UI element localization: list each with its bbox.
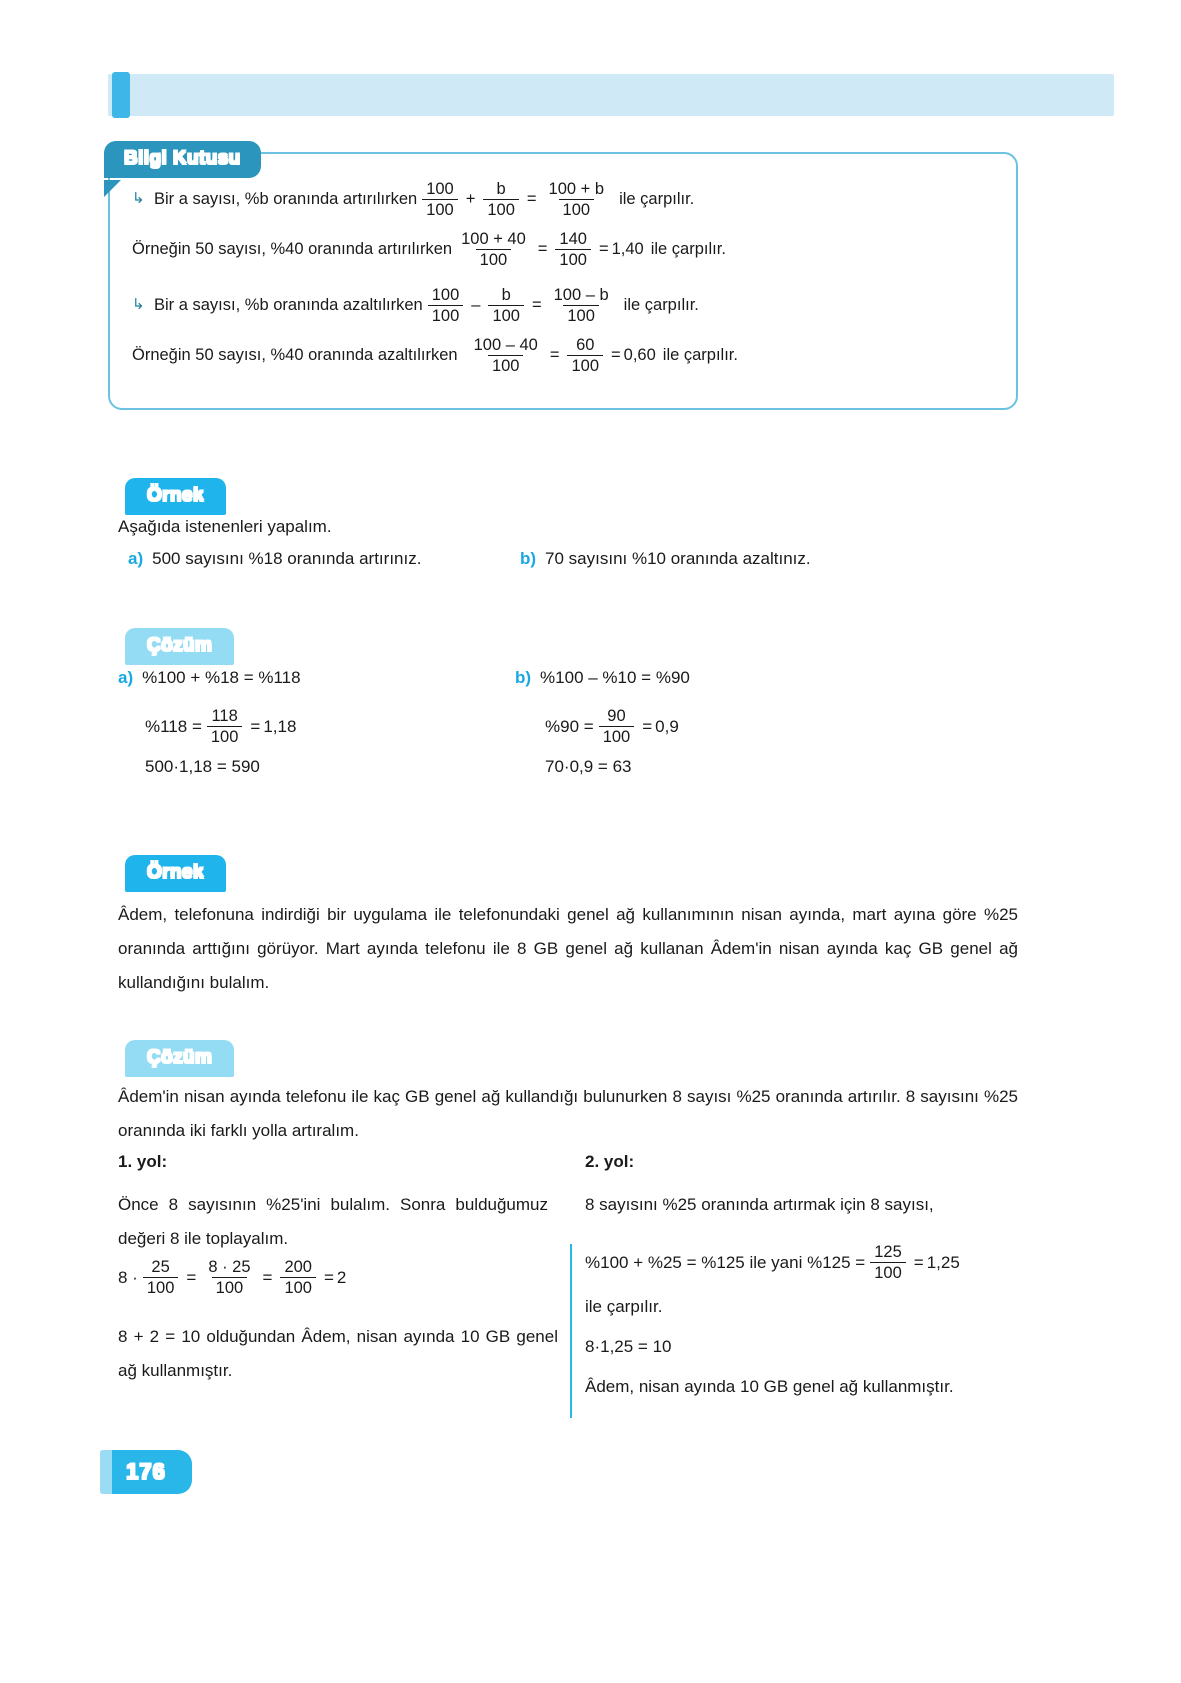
info-example-2-lead: Örneğin 50 sayısı, %40 oranında azaltılırken [132,346,458,365]
info-rule-1-lead: Bir a sayısı, %b oranında artırılırken [154,190,418,209]
way-1-text-1: Önce 8 sayısının %25'ini bulalım. Sonra bulduğumuz değeri 8 ile toplayalım. [118,1195,548,1248]
operator-equals: = [186,1267,197,1287]
info-example-1-tail: ile çarpılır. [650,240,726,259]
page-header-tab [112,72,130,118]
info-rule-1-tail: ile çarpılır. [619,190,695,209]
example-1-badge: Örnek [125,478,226,515]
info-example-1 [132,230,1000,270]
info-example-2-value: 0,60 [623,346,656,365]
fraction: $\frac{125}{100}$ [870,1243,906,1283]
solution-1-b-line1 [515,668,690,688]
operator-equals: = [549,346,560,365]
item-text-b: 70 sayısını %10 oranında azaltınız. [545,549,811,568]
fraction: $\frac{100 + b}{100}$ [548,180,605,220]
operator-equals: = [913,1252,924,1272]
way-1-heading: 1. yol: [118,1152,168,1171]
operator-equals: = [642,716,653,736]
info-rule-1 [132,180,1000,220]
example-1-item-a [128,549,421,569]
solution-2-badge: Çözüm [125,1040,234,1077]
way-2-text-3: Âdem, nisan ayında 10 GB genel ağ kullanmıştır. [585,1377,954,1396]
fraction: $\frac{60}{100}$ [567,336,603,376]
solution-1-a-line2 [145,707,296,747]
info-example-2-tail: ile çarpılır. [662,346,738,365]
way-2-text-2: ile çarpılır. [585,1297,663,1316]
item-label-b: b) [515,668,532,687]
example-2-badge: Örnek [125,855,226,892]
solution-1-a-eq1: %100 + %18 = %118 [142,668,301,687]
column-divider [570,1244,572,1418]
info-rule-2-lead: Bir a sayısı, %b oranında azaltılırken [154,296,423,315]
info-example-2 [132,336,1000,376]
fraction: $\frac{90}{100}$ [599,707,635,747]
fraction: $\frac{140}{100}$ [555,230,591,270]
page-number-tab [100,1450,112,1494]
info-box [108,152,1018,410]
fraction: $\frac{100 - b}{100}$ [553,285,609,326]
operator-equals: = [262,1267,273,1287]
operator-plus: + [465,190,476,209]
solution-1-a-line1 [118,668,301,688]
solution-1-a-value: 1,18 [263,716,297,736]
item-label-a: a) [118,668,134,687]
info-example-1-lead: Örneğin 50 sayısı, %40 oranında artırılırken [132,240,453,259]
fraction: $\frac{25}{100}$ [143,1258,179,1298]
operator-minus: – [471,296,481,315]
item-label-a: a) [128,549,144,568]
fraction: $\frac{8 \cdot 25}{100}$ [208,1258,251,1298]
example-1-item-b [520,549,811,569]
solution-1-b-lead: %90 = [545,716,594,736]
way-1-math-lead: 8 · [118,1267,138,1287]
solution-2-intro: Âdem'in nisan ayında telefonu ile kaç GB genel ağ kullandığı bulunurken 8 sayısı %25 oranında artırılır. 8 sayısını %25 oranında iki farklı yolla artıralım. [118,1087,1018,1140]
fraction: $\frac{100 - 40}{100}$ [473,335,538,376]
page-number: 176 [100,1450,192,1494]
operator-equals: = [526,190,537,209]
way-2-math-2: 8·1,25 = 10 [585,1337,672,1356]
way-2-math-lead: %100 + %25 = %125 ile yani %125 = [585,1252,866,1272]
fraction: $\frac{b}{100}$ [483,180,519,220]
fraction: $\frac{100 + 40}{100}$ [461,229,526,270]
fraction: $\frac{100}{100}$ [422,180,458,220]
solution-1-b-eq1: %100 – %10 = %90 [540,668,690,687]
example-2-paragraph: Âdem, telefonuna indirdiği bir uygulama ile telefonundaki genel ağ kullanımının nisan ayında, mart ayına göre %25 oranında arttığını görüyor. Mart ayında telefonu ile 8 GB genel ağ kullanan Âdem'in nisan ayında kaç GB genel ağ kullandığını bulalım. [118,905,1018,992]
item-label-b: b) [520,549,537,568]
item-text-a: 500 sayısını %18 oranında artırınız. [152,549,422,568]
operator-equals: = [531,296,542,315]
arrow-bullet-icon: ↳ [132,189,145,207]
operator-equals: = [611,346,621,365]
way-2-heading: 2. yol: [585,1152,635,1171]
info-rule-2 [132,286,1000,326]
solution-1-b-value: 0,9 [655,716,679,736]
info-badge-tail [104,180,121,197]
arrow-bullet-icon: ↳ [132,295,145,313]
way-2-result-1: 1,25 [926,1252,960,1272]
fraction: $\frac{100}{100}$ [428,286,464,326]
solution-1-a-lead: %118 = [145,716,202,736]
operator-equals: = [323,1267,334,1287]
solution-1-a-line3: 500·1,18 = 590 [145,757,260,776]
way-2-text-1: 8 sayısını %25 oranında artırmak için 8 sayısı, [585,1195,934,1214]
info-rule-2-tail: ile çarpılır. [623,296,699,315]
solution-1-b-line2 [545,707,679,747]
way-1-result: 2 [336,1267,347,1287]
way-2-math-1 [585,1243,960,1283]
way-1-text-2: 8 + 2 = 10 olduğundan Âdem, nisan ayında 10 GB genel ağ kullanmıştır. [118,1327,558,1380]
fraction: $\frac{200}{100}$ [280,1258,316,1298]
solution-1-badge: Çözüm [125,628,234,665]
fraction: $\frac{118}{100}$ [207,707,243,747]
page-header-band [108,74,1114,116]
info-box-badge: Bilgi Kutusu [104,141,261,178]
way-1-math [118,1258,346,1298]
solution-1-b-line3: 70·0,9 = 63 [545,757,632,776]
operator-equals: = [537,240,548,259]
fraction: $\frac{b}{100}$ [488,286,524,326]
operator-equals: = [598,240,609,259]
operator-equals: = [250,716,261,736]
info-example-1-value: 1,40 [611,240,644,259]
example-1-intro: Aşağıda istenenleri yapalım. [118,517,332,536]
